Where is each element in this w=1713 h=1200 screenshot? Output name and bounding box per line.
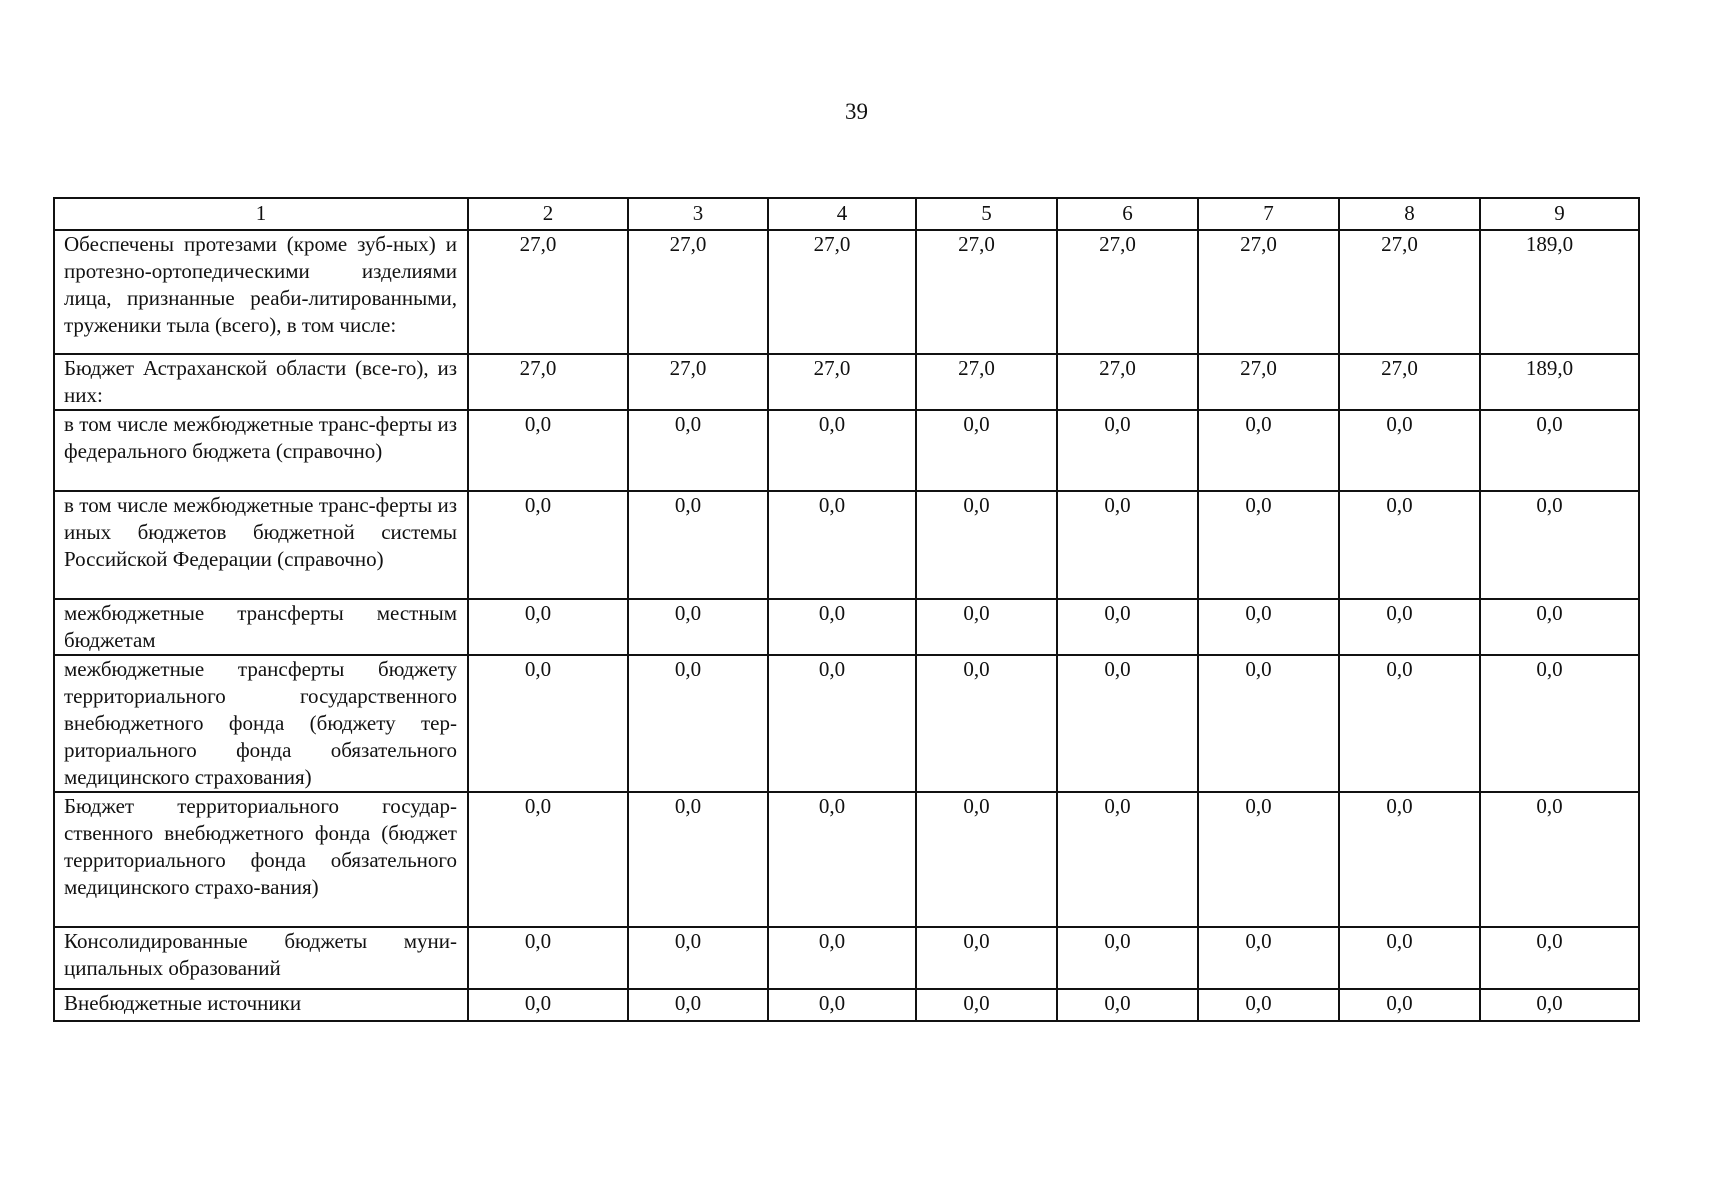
table-cell: 0,0 <box>768 599 916 655</box>
table-cell: 0,0 <box>1057 599 1198 655</box>
table-cell: 0,0 <box>1057 927 1198 989</box>
table-cell: 0,0 <box>1057 491 1198 599</box>
table-cell: 0,0 <box>468 410 628 491</box>
row-label: в том числе межбюджетные транс-ферты из федерального бюджета (справочно) <box>54 410 468 491</box>
table-cell: 0,0 <box>468 655 628 792</box>
table-cell: 0,0 <box>1480 989 1639 1021</box>
table-cell: 0,0 <box>1480 927 1639 989</box>
table-cell: 0,0 <box>628 655 768 792</box>
financing-table <box>53 197 1640 1022</box>
column-header: 5 <box>916 198 1057 230</box>
row-label: Бюджет Астраханской области (все-го), из них: <box>54 354 468 410</box>
table-row <box>54 792 1639 927</box>
row-label: межбюджетные трансферты местным бюджетам <box>54 599 468 655</box>
table-cell: 27,0 <box>768 230 916 354</box>
table-cell: 0,0 <box>628 491 768 599</box>
table-cell: 27,0 <box>1198 354 1339 410</box>
table-cell: 27,0 <box>916 354 1057 410</box>
table-cell: 0,0 <box>1198 927 1339 989</box>
table-cell: 0,0 <box>768 491 916 599</box>
row-label: в том числе межбюджетные транс-ферты из иных бюджетов бюджетной системы Российской Федерации (справочно) <box>54 491 468 599</box>
table-header-row <box>54 198 1639 230</box>
row-label: Бюджет территориального государ-ственного внебюджетного фонда (бюджет территориального фонда обязательного медицинского страхо-вания) <box>54 792 468 927</box>
table-row <box>54 599 1639 655</box>
table-cell: 0,0 <box>468 792 628 927</box>
table-cell: 0,0 <box>1057 989 1198 1021</box>
row-label: Обеспечены протезами (кроме зуб-ных) и протезно-ортопедическими изделиями лица, признанные реаби-литированными, труженики тыла (всего), в том числе: <box>54 230 468 354</box>
column-header: 9 <box>1480 198 1639 230</box>
table-cell: 0,0 <box>1339 989 1480 1021</box>
table-cell: 0,0 <box>916 599 1057 655</box>
row-label: межбюджетные трансферты бюджету территориального государственного внебюджетного фонда (бюджету тер-риториального фонда обязательного медицинского страхования) <box>54 655 468 792</box>
table-row <box>54 230 1639 354</box>
table-cell: 0,0 <box>1480 491 1639 599</box>
column-header: 8 <box>1339 198 1480 230</box>
page-number: 39 <box>845 99 868 124</box>
table-row <box>54 655 1639 792</box>
table-cell: 27,0 <box>628 354 768 410</box>
table-cell: 0,0 <box>1198 989 1339 1021</box>
table-cell: 189,0 <box>1480 354 1639 410</box>
table-cell: 27,0 <box>628 230 768 354</box>
table-cell: 0,0 <box>468 989 628 1021</box>
table-cell: 0,0 <box>768 989 916 1021</box>
table-cell: 0,0 <box>1480 410 1639 491</box>
table-row <box>54 410 1639 491</box>
table-cell: 27,0 <box>468 354 628 410</box>
table-cell: 0,0 <box>1339 655 1480 792</box>
table-cell: 0,0 <box>768 927 916 989</box>
column-header: 2 <box>468 198 628 230</box>
column-header: 4 <box>768 198 916 230</box>
table-cell: 0,0 <box>768 655 916 792</box>
table-cell: 0,0 <box>628 792 768 927</box>
table-cell: 0,0 <box>916 792 1057 927</box>
table-cell: 189,0 <box>1480 230 1639 354</box>
table-cell: 0,0 <box>1057 655 1198 792</box>
row-label: Консолидированные бюджеты муни-ципальных образований <box>54 927 468 989</box>
table-cell: 0,0 <box>1198 792 1339 927</box>
table-cell: 0,0 <box>1339 491 1480 599</box>
table-cell: 0,0 <box>1480 792 1639 927</box>
table-container <box>53 197 1638 1022</box>
table-cell: 0,0 <box>916 410 1057 491</box>
table-cell: 0,0 <box>1198 491 1339 599</box>
table-cell: 27,0 <box>468 230 628 354</box>
table-cell: 0,0 <box>916 927 1057 989</box>
table-cell: 0,0 <box>468 927 628 989</box>
table-cell: 0,0 <box>628 599 768 655</box>
table-cell: 27,0 <box>916 230 1057 354</box>
column-header: 3 <box>628 198 768 230</box>
table-cell: 0,0 <box>916 491 1057 599</box>
table-cell: 0,0 <box>1480 655 1639 792</box>
table-cell: 0,0 <box>468 599 628 655</box>
table-cell: 27,0 <box>1057 230 1198 354</box>
table-cell: 27,0 <box>768 354 916 410</box>
table-cell: 0,0 <box>1057 410 1198 491</box>
table-cell: 0,0 <box>468 491 628 599</box>
table-cell: 0,0 <box>916 655 1057 792</box>
table-cell: 0,0 <box>1339 927 1480 989</box>
column-header: 6 <box>1057 198 1198 230</box>
table-cell: 0,0 <box>1339 410 1480 491</box>
table-cell: 0,0 <box>628 410 768 491</box>
table-cell: 0,0 <box>768 792 916 927</box>
table-row <box>54 491 1639 599</box>
table-cell: 0,0 <box>1198 410 1339 491</box>
table-cell: 27,0 <box>1057 354 1198 410</box>
table-cell: 0,0 <box>1339 599 1480 655</box>
table-cell: 0,0 <box>1198 655 1339 792</box>
table-cell: 27,0 <box>1339 354 1480 410</box>
table-cell: 0,0 <box>628 989 768 1021</box>
table-cell: 0,0 <box>1339 792 1480 927</box>
column-header: 1 <box>54 198 468 230</box>
table-cell: 0,0 <box>1198 599 1339 655</box>
table-cell: 0,0 <box>916 989 1057 1021</box>
table-row <box>54 354 1639 410</box>
table-cell: 0,0 <box>1057 792 1198 927</box>
table-cell: 0,0 <box>768 410 916 491</box>
row-label: Внебюджетные источники <box>54 989 468 1021</box>
table-cell: 0,0 <box>628 927 768 989</box>
table-cell: 0,0 <box>1480 599 1639 655</box>
table-cell: 27,0 <box>1198 230 1339 354</box>
table-cell: 27,0 <box>1339 230 1480 354</box>
column-header: 7 <box>1198 198 1339 230</box>
table-row <box>54 989 1639 1021</box>
table-row <box>54 927 1639 989</box>
